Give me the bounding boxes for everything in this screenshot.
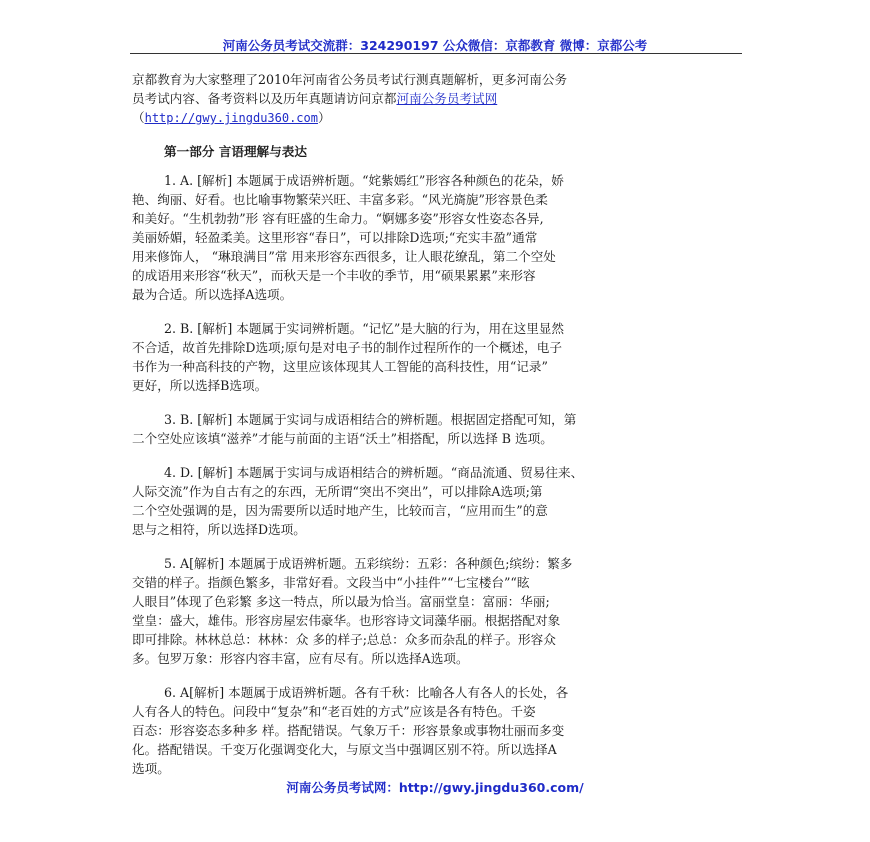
explanation-line: 1. A. [解析] 本题属于成语辨析题。“姹紫嫣红”形容各种颜色的花朵，娇 xyxy=(164,173,564,188)
answer-explanation xyxy=(132,171,740,304)
explanation-line: 的成语用来形容“秋天”，而秋天是一个丰收的季节，用“硕果累累”来形容 xyxy=(132,268,536,283)
url-close-paren: ） xyxy=(317,110,331,125)
explanation-line: 5. A[解析] 本题属于成语辨析题。五彩缤纷：五彩：各种颜色;缤纷：繁多 xyxy=(164,556,573,571)
intro-line-2 xyxy=(132,89,740,108)
explanation-line: 即可排除。林林总总：林林：众 多的样子;总总：众多而杂乱的样子。形容众 xyxy=(132,632,556,647)
explanation-line: 4. D. [解析] 本题属于实词与成语相结合的辨析题。“商品流通、贸易往来、 xyxy=(164,465,584,480)
explanation-line: 美丽娇媚，轻盈柔美。这里形容“春日”，可以排除D选项;“充实丰盈”通常 xyxy=(132,230,538,245)
answer-list xyxy=(132,171,740,778)
document-body xyxy=(132,70,740,793)
page-header: 河南公务员考试交流群：324290197 公众微信：京都教育 微博：京都公考 xyxy=(222,38,648,53)
url-open-paren: （ xyxy=(132,110,145,125)
explanation-line: 书作为一种高科技的产物，这里应该体现其人工智能的高科技性，用“记录” xyxy=(132,359,548,374)
explanation-line: 不合适，故首先排除D选项;原句是对电子书的制作过程所作的一个概述，电子 xyxy=(132,340,562,355)
explanation-line: 二个空处强调的是，因为需要所以适时地产生，比较而言，“应用而生”的意 xyxy=(132,503,548,518)
explanation-line: 思与之相符，所以选择D选项。 xyxy=(132,522,306,537)
explanation-line: 化。搭配错误。千变万化强调变化大，与原文当中强调区别不符。所以选择A xyxy=(132,742,557,757)
intro-line-1: 京都教育为大家整理了2010年河南省公务员考试行测真题解析，更多河南公务 xyxy=(132,72,568,87)
explanation-line: 6. A[解析] 本题属于成语辨析题。各有千秋：比喻各人有各人的长处，各 xyxy=(164,685,569,700)
site-url-link[interactable]: http://gwy.jingdu360.com xyxy=(144,111,318,125)
explanation-line: 2. B. [解析] 本题属于实词辨析题。“记忆”是大脑的行为，用在这里显然 xyxy=(164,321,565,336)
answer-explanation xyxy=(132,463,740,539)
section-title: 第一部分 言语理解与表达 xyxy=(164,144,307,159)
explanation-line: 多。包罗万象：形容内容丰富，应有尽有。所以选择A选项。 xyxy=(132,651,469,666)
explanation-line: 最为合适。所以选择A选项。 xyxy=(132,287,293,302)
explanation-line: 选项。 xyxy=(132,761,170,776)
explanation-line: 艳、绚丽、好看。也比喻事物繁荣兴旺、丰富多彩。“风光旖旎”形容景色柔 xyxy=(132,192,548,207)
header-divider xyxy=(130,53,742,54)
explanation-line: 更好，所以选择B选项。 xyxy=(132,378,268,393)
exam-site-link[interactable]: 河南公务员考试网 xyxy=(396,91,498,106)
explanation-line: 3. B. [解析] 本题属于实词与成语相结合的辨析题。根据固定搭配可知，第 xyxy=(164,412,577,427)
explanation-line: 用来修饰人， “琳琅满目”常 用来形容东西很多，让人眼花缭乱，第二个空处 xyxy=(132,249,556,264)
explanation-line: 百态：形容姿态多种多 样。搭配错误。气象万千：形容景象或事物壮丽而多变 xyxy=(132,723,565,738)
answer-explanation xyxy=(132,683,740,778)
answer-explanation xyxy=(132,554,740,668)
page-footer: 河南公务员考试网：http://gwy.jingdu360.com/ xyxy=(286,780,584,795)
answer-explanation xyxy=(132,319,740,395)
answer-explanation xyxy=(132,410,740,448)
explanation-line: 人有各人的特色。问段中“复杂”和“老百姓的方式”应该是各有特色。千姿 xyxy=(132,704,536,719)
explanation-line: 人际交流”作为自古有之的东西，无所谓“突出不突出”，可以排除A选项;第 xyxy=(132,484,543,499)
explanation-line: 人眼目”体现了色彩繁 多这一特点，所以最为恰当。富丽堂皇：富丽：华丽; xyxy=(132,594,550,609)
explanation-line: 堂皇：盛大，雄伟。形容房屋宏伟豪华。也形容诗文词藻华丽。根据搭配对象 xyxy=(132,613,561,628)
explanation-line: 二个空处应该填“滋养”才能与前面的主语“沃土”相搭配，所以选择 B 选项。 xyxy=(132,431,553,446)
intro-line-2-text: 员考试内容、备考资料以及历年真题请访问京都 xyxy=(132,91,397,106)
explanation-line: 交错的样子。指颜色繁多，非常好看。文段当中“小挂件”“七宝楼台”“眩 xyxy=(132,575,530,590)
intro-line-3 xyxy=(132,108,740,128)
intro-paragraph xyxy=(132,70,740,128)
explanation-line: 和美好。“生机勃勃”形 容有旺盛的生命力。“婀娜多姿”形容女性姿态各异, xyxy=(132,211,544,226)
